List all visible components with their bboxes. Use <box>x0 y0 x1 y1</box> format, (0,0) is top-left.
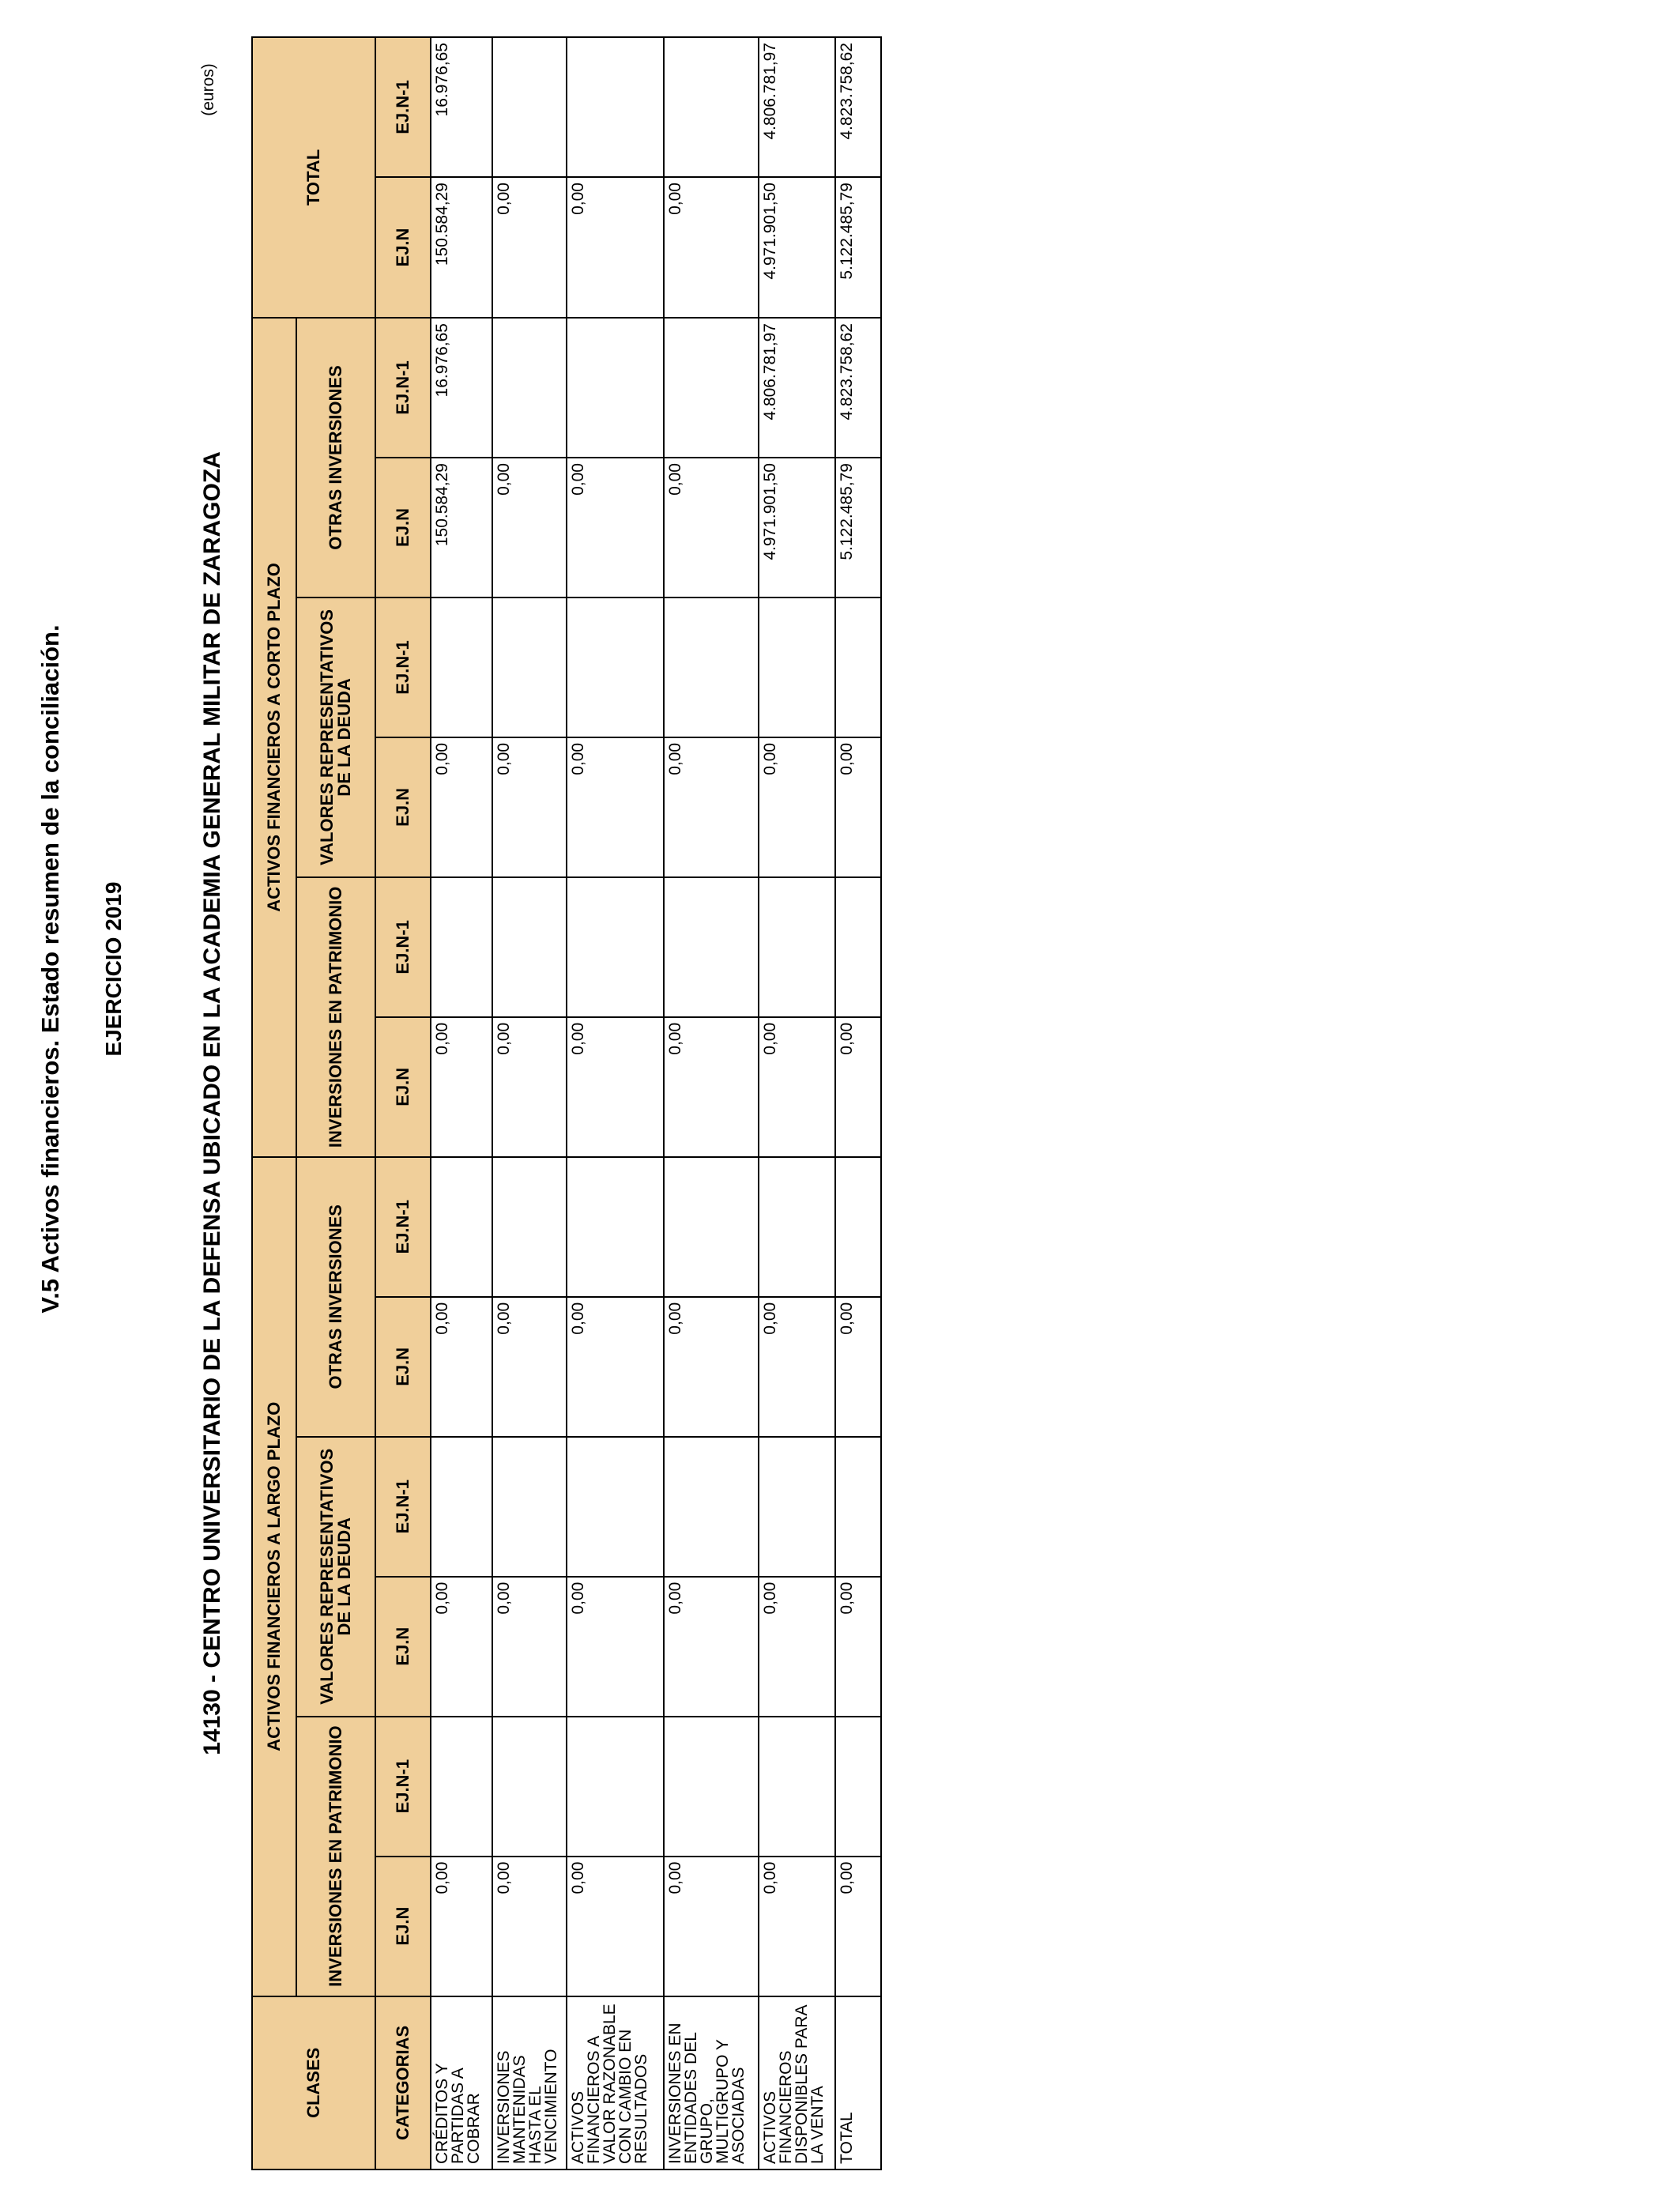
value-cell <box>664 877 759 1017</box>
column-header: EJ.N <box>375 177 431 318</box>
clases-header: CLASES <box>252 1996 375 2169</box>
column-header: EJ.N <box>375 1577 431 1717</box>
value-cell: 16.976,65 <box>431 37 492 177</box>
table-row <box>759 37 835 2169</box>
category-cell: ACTIVOS FINANCIEROS DISPONIBLES PARA LA VENTA <box>759 1996 835 2169</box>
value-cell: 0,00 <box>835 737 881 877</box>
exercise-year: EJERCICIO 2019 <box>101 881 126 1057</box>
value-cell: 0,00 <box>567 1017 664 1157</box>
column-header: EJ.N-1 <box>375 877 431 1017</box>
value-cell: 0,00 <box>759 1577 835 1717</box>
value-cell: 5.122.485,79 <box>835 458 881 598</box>
short-term-group-header: ACTIVOS FINANCIEROS A CORTO PLAZO <box>252 318 296 1157</box>
value-cell: 0,00 <box>492 458 567 598</box>
value-cell: 16.976,65 <box>431 318 492 458</box>
category-cell: TOTAL <box>835 1996 881 2169</box>
value-cell: 4.823.758,62 <box>835 37 881 177</box>
table-row <box>664 37 759 2169</box>
column-header: EJ.N-1 <box>375 318 431 458</box>
table-row <box>567 37 664 2169</box>
value-cell: 0,00 <box>664 458 759 598</box>
column-header: EJ.N <box>375 1017 431 1157</box>
value-cell <box>567 37 664 177</box>
value-cell <box>664 598 759 737</box>
value-cell: 0,00 <box>664 737 759 877</box>
value-cell <box>759 598 835 737</box>
value-cell: 0,00 <box>492 1017 567 1157</box>
value-cell <box>492 1717 567 1857</box>
value-cell: 0,00 <box>431 737 492 877</box>
value-cell <box>835 598 881 737</box>
subgroup-header: OTRAS INVERSIONES <box>296 1157 375 1437</box>
value-cell: 0,00 <box>492 1577 567 1717</box>
value-cell: 0,00 <box>759 1857 835 1996</box>
column-header: EJ.N-1 <box>375 598 431 737</box>
value-cell: 0,00 <box>567 1577 664 1717</box>
value-cell: 0,00 <box>431 1017 492 1157</box>
value-cell <box>664 37 759 177</box>
value-cell: 0,00 <box>835 1577 881 1717</box>
category-cell: INVERSIONES MANTENIDAS HASTA EL VENCIMIENTO <box>492 1996 567 2169</box>
value-cell: 0,00 <box>835 1857 881 1996</box>
reconciliation-table <box>251 36 882 2170</box>
column-header: EJ.N-1 <box>375 1717 431 1857</box>
category-cell: ACTIVOS FINANCIEROS A VALOR RAZONABLE CON CAMBIO EN RESULTADOS <box>567 1996 664 2169</box>
value-cell: 0,00 <box>835 1297 881 1437</box>
subgroup-header: INVERSIONES EN PATRIMONIO <box>296 1717 375 1996</box>
column-header: EJ.N <box>375 458 431 598</box>
value-cell <box>431 877 492 1017</box>
value-cell <box>835 877 881 1017</box>
value-cell <box>567 598 664 737</box>
table-row <box>431 37 492 2169</box>
value-cell: 0,00 <box>567 1297 664 1437</box>
categorias-header: CATEGORIAS <box>375 1996 431 2169</box>
value-cell: 4.806.781,97 <box>759 318 835 458</box>
value-cell: 0,00 <box>431 1857 492 1996</box>
value-cell: 4.971.901,50 <box>759 177 835 318</box>
value-cell <box>492 1437 567 1577</box>
category-cell: CRÉDITOS Y PARTIDAS A COBRAR <box>431 1996 492 2169</box>
value-cell: 150.584,29 <box>431 177 492 318</box>
value-cell <box>567 1717 664 1857</box>
value-cell <box>431 1157 492 1297</box>
value-cell <box>664 318 759 458</box>
value-cell: 0,00 <box>664 1017 759 1157</box>
document-title: V.5 Activos financieros. Estado resumen de la conciliación. <box>36 624 64 1314</box>
value-cell: 0,00 <box>567 177 664 318</box>
value-cell: 4.971.901,50 <box>759 458 835 598</box>
subgroup-header: VALORES REPRESENTATIVOS DE LA DEUDA <box>296 1437 375 1717</box>
value-cell: 5.122.485,79 <box>835 177 881 318</box>
value-cell <box>492 1157 567 1297</box>
value-cell <box>567 1157 664 1297</box>
subgroup-header: VALORES REPRESENTATIVOS DE LA DEUDA <box>296 598 375 877</box>
value-cell: 0,00 <box>431 1577 492 1717</box>
column-header: EJ.N-1 <box>375 1437 431 1577</box>
value-cell: 0,00 <box>431 1297 492 1437</box>
value-cell <box>835 1157 881 1297</box>
value-cell <box>759 1437 835 1577</box>
value-cell: 0,00 <box>492 1857 567 1996</box>
subgroup-header: OTRAS INVERSIONES <box>296 318 375 598</box>
value-cell <box>759 1717 835 1857</box>
value-cell: 0,00 <box>664 1297 759 1437</box>
currency-units: (euros) <box>199 63 217 116</box>
table-body <box>431 37 881 2169</box>
value-cell: 0,00 <box>492 737 567 877</box>
value-cell: 0,00 <box>567 458 664 598</box>
long-term-group-header: ACTIVOS FINANCIEROS A LARGO PLAZO <box>252 1157 296 1996</box>
value-cell <box>567 1437 664 1577</box>
value-cell <box>492 37 567 177</box>
value-cell: 0,00 <box>567 1857 664 1996</box>
value-cell: 4.823.758,62 <box>835 318 881 458</box>
column-header: EJ.N <box>375 1297 431 1437</box>
value-cell: 4.806.781,97 <box>759 37 835 177</box>
value-cell <box>835 1437 881 1577</box>
value-cell: 0,00 <box>567 737 664 877</box>
category-cell: INVERSIONES EN ENTIDADES DEL GRUPO, MULTIGRUPO Y ASOCIADAS <box>664 1996 759 2169</box>
column-header: EJ.N-1 <box>375 37 431 177</box>
value-cell: 0,00 <box>492 177 567 318</box>
value-cell <box>492 318 567 458</box>
value-cell: 0,00 <box>664 177 759 318</box>
value-cell <box>759 1157 835 1297</box>
entity-name: 14130 - CENTRO UNIVERSITARIO DE LA DEFENSA UBICADO EN LA ACADEMIA GENERAL MILITAR DE ZARAGOZA <box>199 451 225 1755</box>
table-row <box>835 37 881 2169</box>
value-cell: 0,00 <box>492 1297 567 1437</box>
value-cell <box>431 1437 492 1577</box>
value-cell: 0,00 <box>759 1297 835 1437</box>
value-cell <box>567 318 664 458</box>
value-cell: 150.584,29 <box>431 458 492 598</box>
value-cell <box>664 1437 759 1577</box>
column-header: EJ.N <box>375 1857 431 1996</box>
column-header: EJ.N <box>375 737 431 877</box>
value-cell: 0,00 <box>664 1577 759 1717</box>
value-cell <box>567 877 664 1017</box>
value-cell <box>835 1717 881 1857</box>
value-cell <box>759 877 835 1017</box>
value-cell <box>431 1717 492 1857</box>
table-row <box>492 37 567 2169</box>
subgroup-header: INVERSIONES EN PATRIMONIO <box>296 877 375 1157</box>
value-cell: 0,00 <box>759 737 835 877</box>
value-cell <box>492 598 567 737</box>
value-cell: 0,00 <box>835 1017 881 1157</box>
value-cell: 0,00 <box>664 1857 759 1996</box>
value-cell <box>492 877 567 1017</box>
value-cell <box>664 1717 759 1857</box>
value-cell <box>431 598 492 737</box>
value-cell: 0,00 <box>759 1017 835 1157</box>
total-group-header: TOTAL <box>252 37 375 318</box>
value-cell <box>664 1157 759 1297</box>
column-header: EJ.N-1 <box>375 1157 431 1297</box>
